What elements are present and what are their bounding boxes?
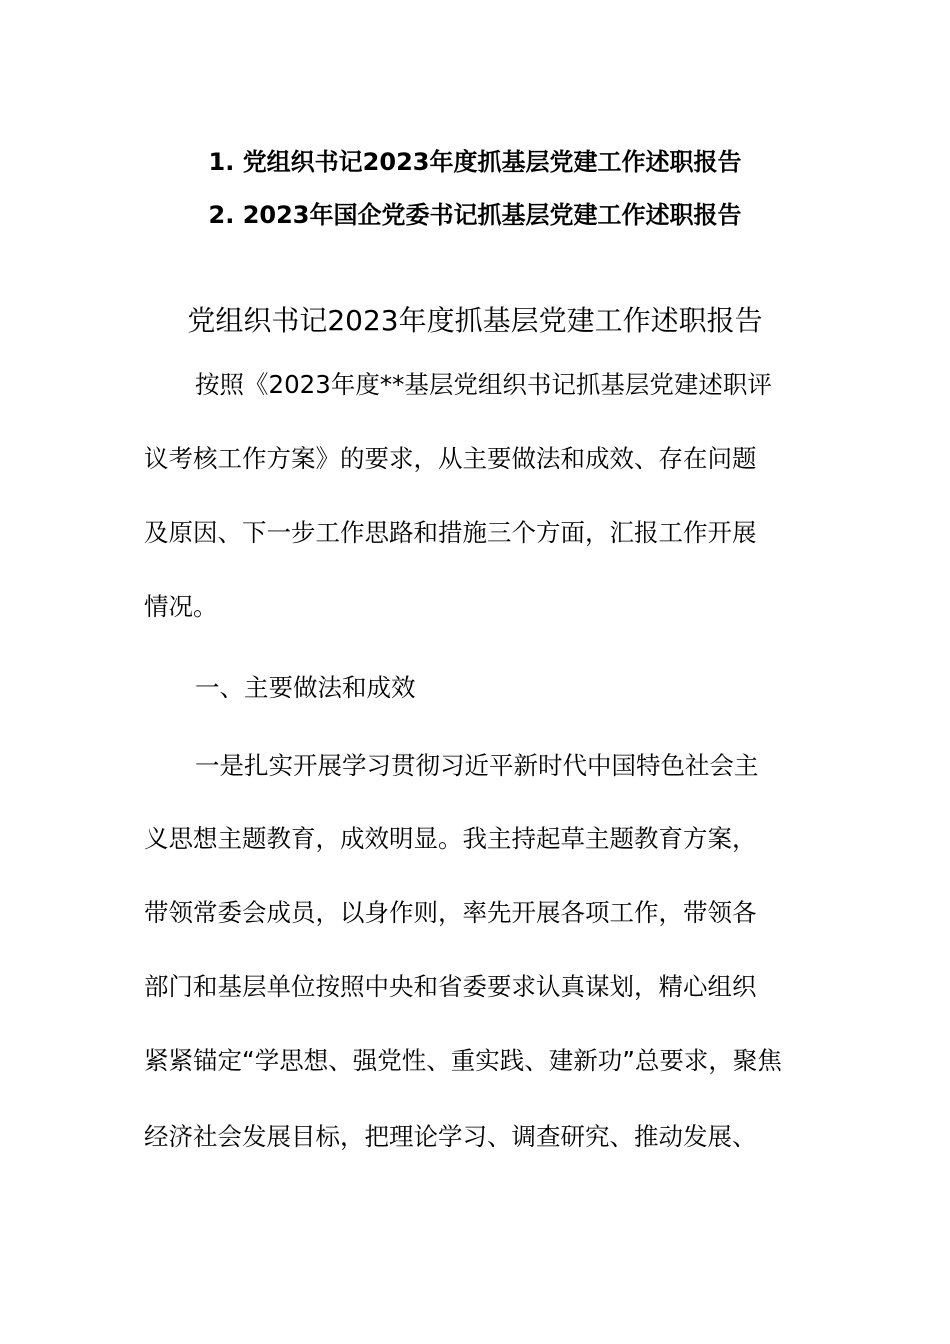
section-1-line-4: 部门和基层单位按照中央和省委要求认真谋划，精心组织 [144,972,757,1001]
section-1-line-1: 一是扎实开展学习贯彻习近平新时代中国特色社会主 [195,751,759,780]
section-1-line-6: 经济社会发展目标，把理论学习、调查研究、推动发展、 [144,1122,757,1151]
section-1-heading: 一、主要做法和成效 [195,673,416,702]
document-title: 党组织书记2023年度抓基层党建工作述职报告 [187,304,763,337]
section-1-line-3: 带领常委会成员，以身作则，率先开展各项工作，带领各 [144,898,757,927]
toc-item-1: 1. 党组织书记2023年度抓基层党建工作述职报告 [208,148,742,176]
section-1-line-5: 紧紧锚定“学思想、强党性、重实践、建新功”总要求，聚焦 [144,1046,782,1075]
intro-line-2: 议考核工作方案》的要求，从主要做法和成效、存在问题 [144,444,757,473]
intro-line-3: 及原因、下一步工作思路和措施三个方面，汇报工作开展 [144,518,757,547]
toc-item-2: 2. 2023年国企党委书记抓基层党建工作述职报告 [208,201,742,229]
intro-line-4: 情况。 [144,592,218,621]
intro-line-1: 按照《2023年度**基层党组织书记抓基层党建述职评 [195,370,772,399]
section-1-line-2: 义思想主题教育，成效明显。我主持起草主题教育方案， [144,824,757,853]
